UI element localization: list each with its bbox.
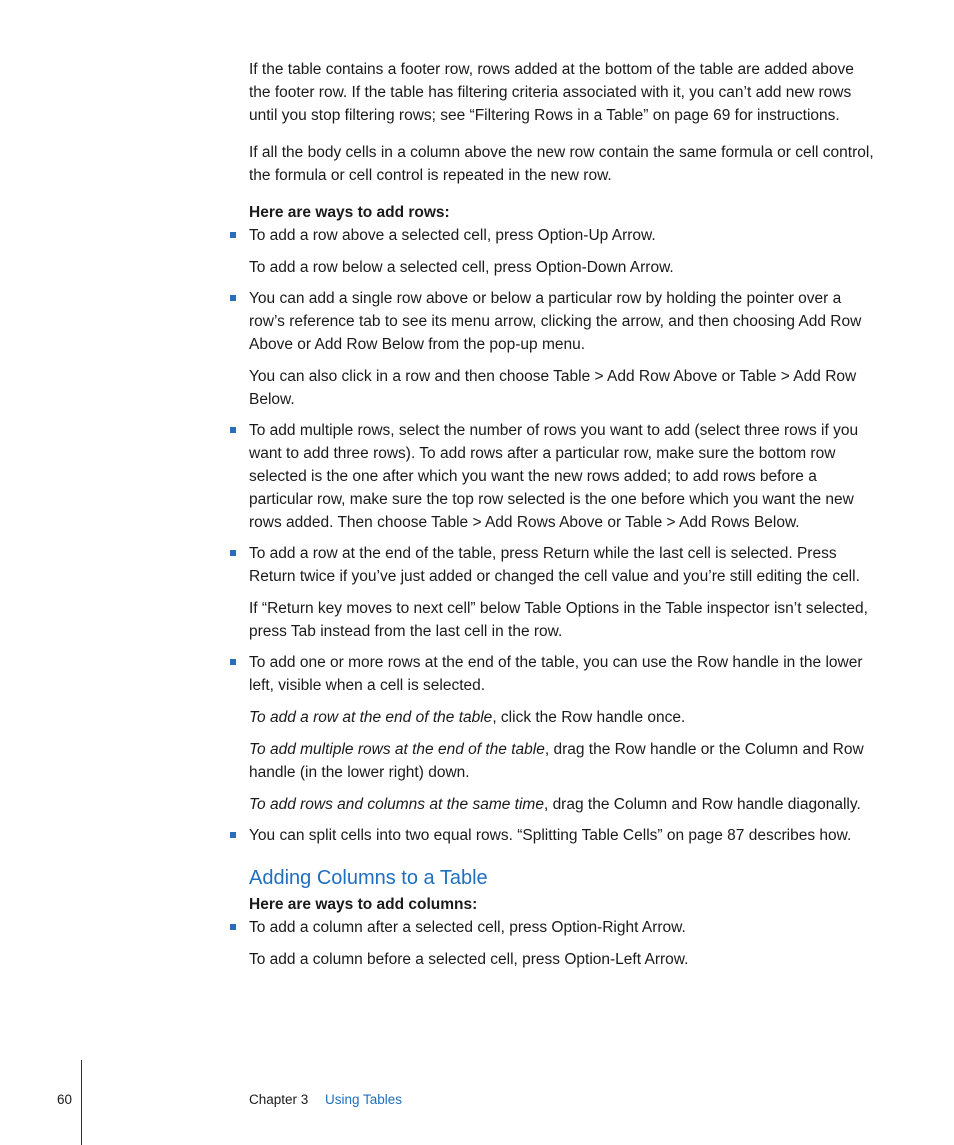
emphasis-text: To add a row at the end of the table <box>249 709 493 726</box>
bullet-square-icon <box>230 659 236 665</box>
subtext-rest: , click the Row handle once. <box>492 709 686 726</box>
list-item <box>249 287 879 356</box>
list-item <box>249 824 879 847</box>
page-number: 60 <box>57 1092 73 1107</box>
rows-lead: Here are ways to add rows: <box>249 204 450 221</box>
list-item-text: To add one or more rows at the end of the table, you can use the Row handle in the lower left, visible when a cell is selected. <box>249 654 863 694</box>
list-item-subtext <box>249 793 879 816</box>
list-item-text: To add multiple rows, select the number of rows you want to add (select three rows if you want to add three rows). To add rows after a particular row, make sure the bottom row selected is the one after which you want the new rows added; to add rows before a particular row, make sure the top row selected is the one before which you want the new rows added. Then choose Table > Add Rows Above or Table > Add Rows Below. <box>249 422 859 531</box>
section-heading: Adding Columns to a Table <box>249 867 488 889</box>
paragraph-footer-row: If the table contains a footer row, rows added at the bottom of the table are added above the footer row. If the table has filtering criteria associated with it, you can’t add new rows until you stop filtering rows; see “Filtering Rows in a Table” on page 69 for instructions. <box>249 61 854 124</box>
chapter-label: Chapter 3 <box>249 1092 309 1107</box>
list-item <box>249 916 879 939</box>
list-item <box>249 542 879 588</box>
list-item-subtext: If “Return key moves to next cell” below Table Options in the Table inspector isn’t selected, press Tab instead from the last cell in the row. <box>249 600 868 640</box>
page-footer <box>0 1088 954 1145</box>
list-item <box>249 224 879 247</box>
emphasis-text: To add rows and columns at the same time <box>249 796 544 813</box>
paragraph-formula-repeat: If all the body cells in a column above the new row contain the same formula or cell control, the formula or cell control is repeated in the new row. <box>249 144 874 184</box>
list-item <box>249 419 879 534</box>
bullet-square-icon <box>230 427 236 433</box>
list-item-text: You can add a single row above or below a particular row by holding the pointer over a row’s reference tab to see its menu arrow, clicking the arrow, and then choosing Add Row Above or Add Row Below from the pop-up menu. <box>249 290 862 353</box>
emphasis-text: To add multiple rows at the end of the table <box>249 741 545 758</box>
bullet-square-icon <box>230 924 236 930</box>
list-item-subtext: To add a row below a selected cell, press Option-Down Arrow. <box>249 259 674 276</box>
subtext-rest: , drag the Column and Row handle diagonally. <box>543 796 861 813</box>
list-item <box>249 651 879 697</box>
list-item-text: You can split cells into two equal rows. “Splitting Table Cells” on page 87 describes how. <box>249 827 852 844</box>
bullet-square-icon <box>230 232 236 238</box>
chapter-title-link[interactable]: Using Tables <box>325 1092 403 1107</box>
subtext-rest: , drag the Row handle or the Column and Row handle (in the lower right) down. <box>249 741 864 781</box>
bullet-square-icon <box>230 832 236 838</box>
footer-divider <box>81 1060 82 1145</box>
list-item-text: To add a row at the end of the table, press Return while the last cell is selected. Press Return twice if you’ve just added or changed the cell value and you’re still editing the cell. <box>249 545 860 585</box>
list-item-subtext: You can also click in a row and then choose Table > Add Row Above or Table > Add Row Below. <box>249 368 857 408</box>
columns-lead: Here are ways to add columns: <box>249 896 478 913</box>
list-item-subtext <box>249 738 879 784</box>
list-item-subtext: To add a column before a selected cell, press Option-Left Arrow. <box>249 951 689 968</box>
page-body <box>249 58 879 971</box>
list-item-subtext <box>249 706 879 729</box>
bullet-square-icon <box>230 550 236 556</box>
list-item-text: To add a row above a selected cell, press Option-Up Arrow. <box>249 227 656 244</box>
list-item-text: To add a column after a selected cell, press Option-Right Arrow. <box>249 919 686 936</box>
bullet-square-icon <box>230 295 236 301</box>
